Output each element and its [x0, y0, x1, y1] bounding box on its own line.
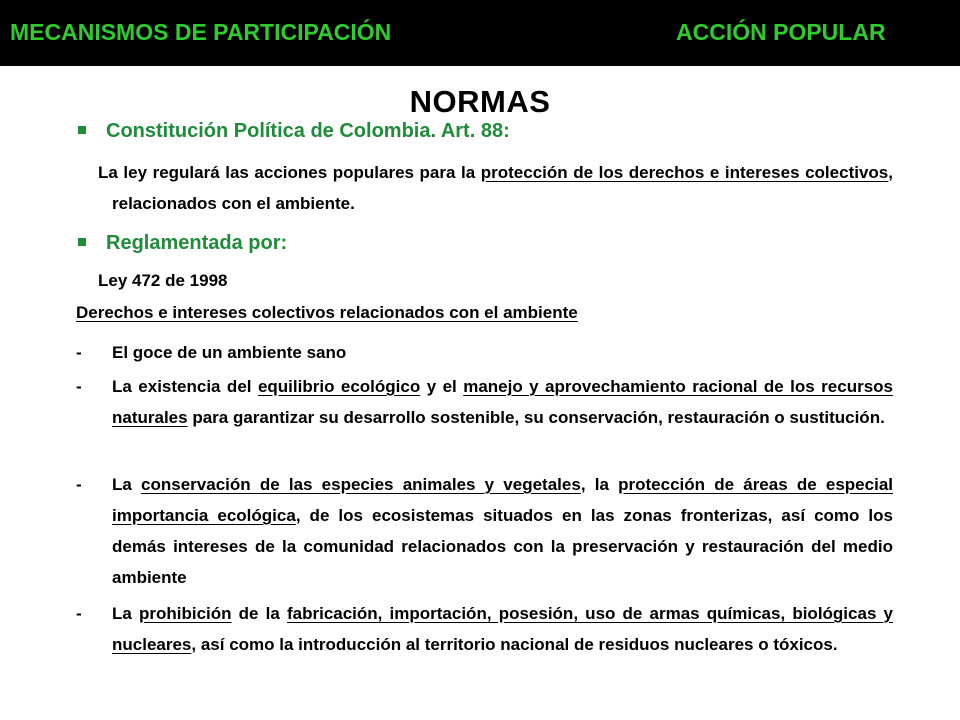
bullet-constitucion — [78, 120, 510, 143]
header-right-title: ACCIÓN POPULAR — [676, 19, 886, 45]
bullet-reglamentada — [78, 232, 287, 255]
item3-text-e: , de los ecosistemas situados en las zonas fronterizas, así como los demás intereses de la comunidad relacionados con la preservación y restauración del medio ambiente — [112, 506, 893, 587]
item3-underlined-2: protección de áreas de especial importancia ecológica — [112, 475, 893, 525]
subtitle-derechos-text: Derechos e intereses colectivos relacionados con el ambiente — [76, 303, 578, 322]
item4-text-c: de la — [231, 604, 287, 623]
bullet-constitucion-label: Constitución Política de Colombia. Art. 88: — [106, 120, 510, 142]
list-item-text — [112, 598, 893, 660]
art88-text-a: La ley regulará las acciones populares para la — [98, 163, 481, 182]
list-item-text — [112, 469, 893, 593]
list-item-text — [112, 371, 893, 433]
item2-text-c: y el — [420, 377, 464, 396]
subtitle-derechos — [76, 303, 578, 323]
header-bar — [0, 0, 960, 66]
list-item-text — [112, 337, 893, 368]
page-title: NORMAS — [409, 84, 551, 119]
item2-underlined-2: manejo y aprovechamiento racional de los recursos naturales — [112, 377, 893, 427]
art88-paragraph — [98, 157, 893, 219]
item4-text-a: La — [112, 604, 139, 623]
item1-text: El goce de un ambiente sano — [112, 343, 347, 362]
square-bullet-icon — [78, 126, 86, 134]
dash-bullet: - — [76, 475, 82, 494]
dash-bullet: - — [76, 604, 82, 623]
bullet-reglamentada-label: Reglamentada por: — [106, 232, 288, 254]
item4-underlined-1: prohibición — [138, 604, 232, 623]
item2-text-a: La existencia del — [112, 377, 258, 396]
item3-text-c: , la — [580, 475, 619, 494]
item3-text-a: La — [112, 475, 142, 494]
header-left-title: MECANISMOS DE PARTICIPACIÓN — [10, 19, 392, 45]
item2-text-e: para garantizar su desarrollo sostenible, su conservación, restauración o sustitución. — [187, 408, 885, 427]
art88-text-c: , relacionados con el ambiente. — [112, 163, 893, 213]
item2-underlined-1: equilibrio ecológico — [257, 377, 421, 396]
item4-underlined-2: fabricación, importación, posesión, uso de armas químicas, biológicas y nucleares — [112, 604, 893, 654]
item4-text-e: , así como la introducción al territorio nacional de residuos nucleares o tóxicos. — [191, 635, 838, 654]
art88-text-underlined: protección de los derechos e intereses colectivos — [480, 163, 889, 182]
item3-underlined-1: conservación de las especies animales y vegetales — [141, 475, 581, 494]
dash-bullet: - — [76, 377, 82, 396]
law-reference: Ley 472 de 1998 — [98, 271, 228, 290]
dash-bullet: - — [76, 343, 82, 362]
square-bullet-icon — [78, 238, 86, 246]
